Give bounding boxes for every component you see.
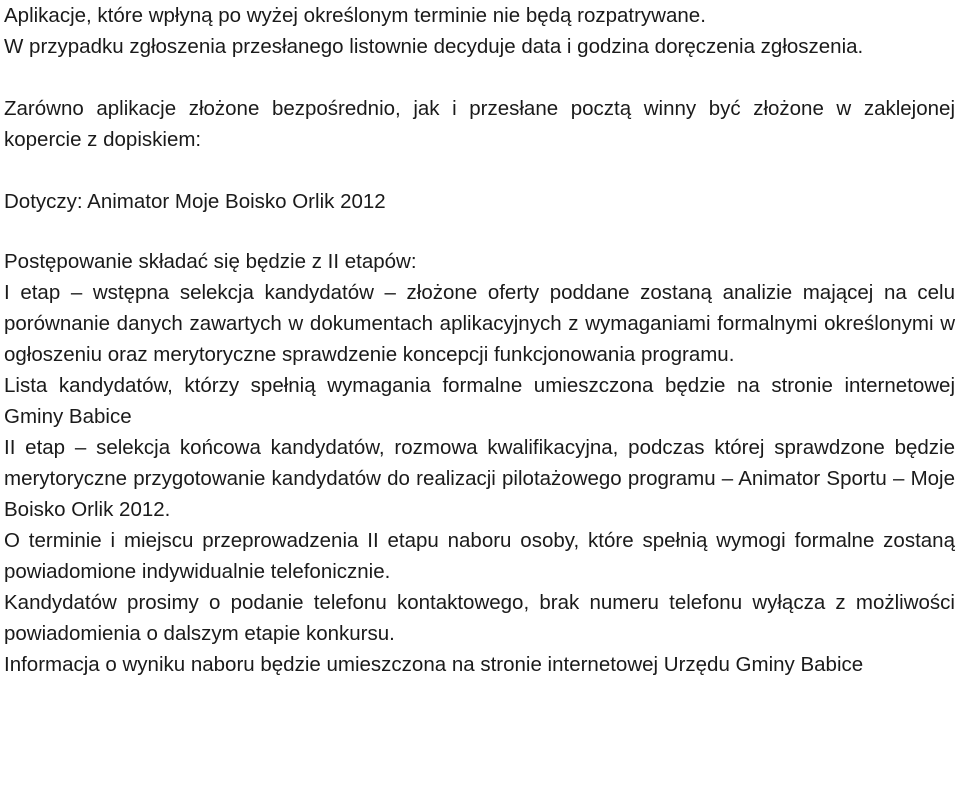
paragraph-envelope-subject: Dotyczy: Animator Moje Boisko Orlik 2012 [4,190,386,213]
paragraph-candidate-list: Lista kandydatów, którzy spełnią wymagania formalne umieszczona będzie na stronie internetowej Gminy Babice [4,374,955,428]
paragraph-stage-two-notification: O terminie i miejscu przeprowadzenia II etapu naboru osoby, które spełnią wymogi formalne zostaną powiadomione indywidualnie telefonicznie. [4,529,955,583]
paragraph-postal-submission: W przypadku zgłoszenia przesłanego listownie decyduje data i godzina doręczenia zgłoszenia. [4,35,864,58]
paragraph-sealed-envelope: Zarówno aplikacje złożone bezpośrednio, jak i przesłane pocztą winny być złożone w zaklejonej kopercie z dopiskiem: [4,97,955,151]
paragraph-stage-two: II etap – selekcja końcowa kandydatów, rozmowa kwalifikacyjna, podczas której sprawdzone będzie merytoryczne przygotowanie kandydatów do realizacji pilotażowego programu – Animator Sportu – Moje Boisko Orlik 2012. [4,436,955,521]
paragraph-late-applications: Aplikacje, które wpłyną po wyżej określonym terminie nie będą rozpatrywane. [4,4,706,27]
paragraph-procedure-stages: Postępowanie składać się będzie z II etapów: [4,250,417,273]
paragraph-phone-request: Kandydatów prosimy o podanie telefonu kontaktowego, brak numeru telefonu wyłącza z możliwości powiadomienia o dalszym etapie konkursu. [4,591,955,645]
paragraph-stage-one: I etap – wstępna selekcja kandydatów – złożone oferty poddane zostaną analizie mającej na celu porównanie danych zawartych w dokumentach aplikacyjnych z wymaganiami formalnymi określonymi w ogłoszeniu oraz merytoryczne sprawdzenie koncepcji funkcjonowania programu. [4,281,955,366]
paragraph-results-info: Informacja o wyniku naboru będzie umieszczona na stronie internetowej Urzędu Gminy Babice [4,653,864,676]
